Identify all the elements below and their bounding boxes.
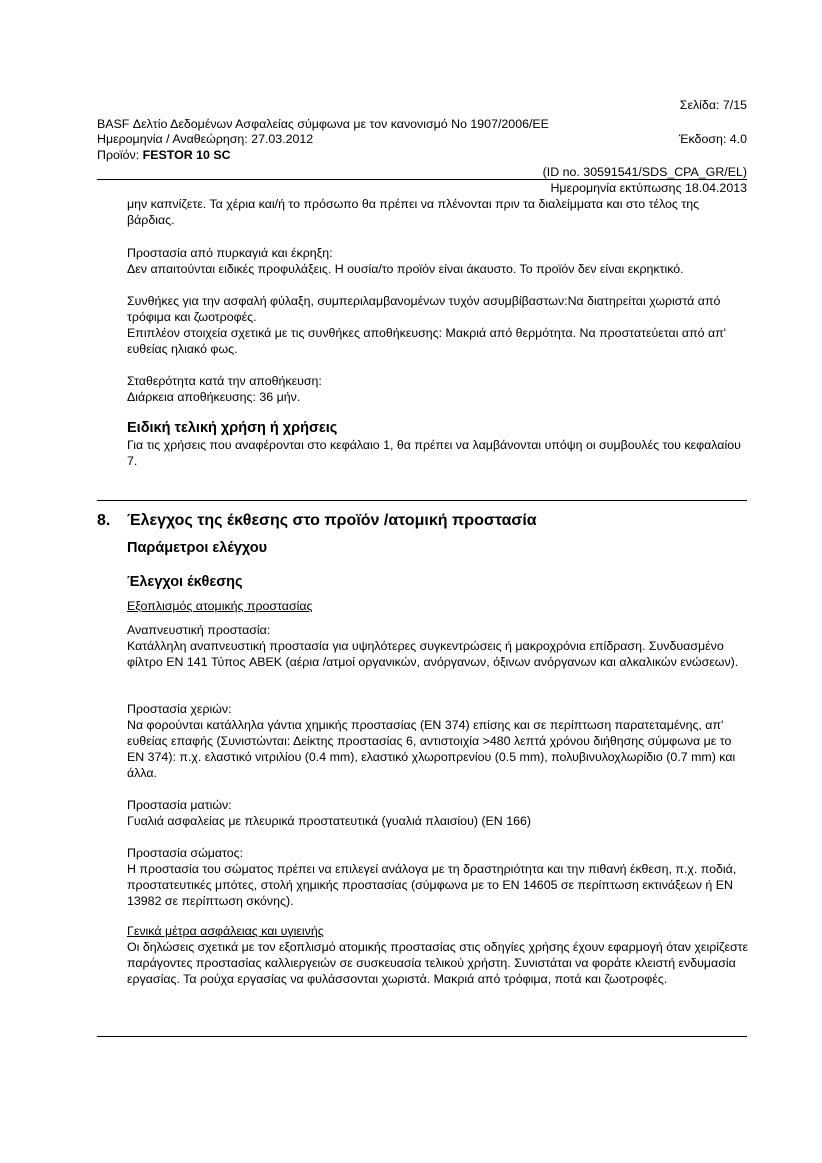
- print-date: Ημερομηνία εκτύπωσης 18.04.2013: [550, 181, 747, 195]
- stability-text: Διάρκεια αποθήκευσης: 36 μήν.: [127, 390, 301, 404]
- storage-conditions: [127, 293, 749, 357]
- fire-title: Προστασία από πυρκαγιά και έκρηξη:: [127, 246, 333, 260]
- end-use-title: Ειδική τελική χρήση ή χρήσεις: [127, 420, 338, 436]
- hand-protection: [127, 701, 749, 781]
- ppe-title: Εξοπλισμός ατομικής προστασίας: [127, 599, 313, 613]
- revision-date: Ημερομηνία / Αναθεώρηση: 27.03.2012: [97, 132, 314, 146]
- exposure-controls-title: Έλεγχοι έκθεσης: [127, 574, 243, 590]
- section-title: Έλεγχος της έκθεσης στο προϊόν /ατομική προστασία: [127, 512, 537, 529]
- end-use-text: Για τις χρήσεις που αναφέρονται στο κεφάλαιο 1, θα πρέπει να λαμβάνονται υπόψη οι συμβουλές του κεφαλαίου 7.: [127, 438, 741, 468]
- storage-more: Επιπλέον στοιχεία σχετικά με τις συνθήκες αποθήκευσης: Μακριά από θερμότητα. Να προστατεύεται από απ' ευθείας ηλιακό φως.: [127, 326, 727, 356]
- product-name: FESTOR 10 SC: [142, 148, 231, 162]
- body-title: Προστασία σώματος:: [127, 846, 244, 860]
- eye-protection: [127, 797, 749, 829]
- product-prefix: Προϊόν:: [97, 148, 143, 162]
- fire-protection: [127, 245, 749, 277]
- respiratory-protection: [127, 622, 749, 670]
- fire-text: Δεν απαιτούνται ειδικές προφυλάξεις. Η ουσία/το προϊόν είναι άκαυστο. Το προϊόν δεν είναι εκρηκτικό.: [127, 262, 684, 276]
- hygiene-measures: [127, 923, 749, 987]
- stability-title: Σταθερότητα κατά την αποθήκευση:: [127, 374, 322, 388]
- storage-text: Συνθήκες για την ασφαλή φύλαξη, συμπεριλαμβανομένων τυχόν ασυμβίβαστων:Να διατηρείται χωριστά από τρόφιμα και ζωοτροφές.: [127, 294, 721, 324]
- hand-text: Να φορούνται κατάλληλα γάντια χημικής προστασίας (EN 374) επίσης και σε περίπτωση παρατεταμένης, απ' ευθείας επαφής (Συνιστώνται: Δείκτης προστασίας 6, αντιστοιχία >480 λεπτά χρόνου διήθησης σύμφωνα με το EN 374): π.χ. ελαστικό νιτριλίου (0.4 mm), ελαστικό χλωροπρενίου (0.5 mm), πολυβινυλοχλωρίδιο (0.7 mm) και άλλα.: [127, 718, 736, 780]
- resp-text: Κατάλληλη αναπνευστική προστασία για υψηλότερες συγκεντρώσεις ή μακροχρόνια επίδραση. Συνδυασμένο φίλτρο EN 141 Τύπος ABEK (αέρια /ατμοί οργανικών, ανόργανων, όξινων ανόργανων και αλκαλικών ενώσεων).: [127, 639, 739, 669]
- footer-divider: [97, 1036, 747, 1037]
- hygiene-text: Οι δηλώσεις σχετικά με τον εξοπλισμό ατομικής προστασίας στις οδηγίες χρήσης έχουν εφαρμογή όταν χειρίζεστε παράγοντες προστασίας καλλιεργειών σε συσκευασία τελικού χρήστη. Συνιστάται να φοράτε κλειστή ενδυμασία εργασίας. Τα ρούχα εργασίας να φυλάσσονται χωριστά. Μακριά από τρόφιμα, ποτά και ζωοτροφές.: [127, 940, 749, 986]
- page-number: Σελίδα: 7/15: [679, 98, 747, 112]
- specific-end-use: [127, 419, 749, 469]
- section-divider: [97, 500, 747, 501]
- eye-text: Γυαλιά ασφαλείας με πλευρικά προστατευτικά (γυαλιά πλαισίου) (EN 166): [127, 814, 531, 828]
- body-protection: [127, 845, 749, 909]
- product-line: [97, 147, 231, 163]
- resp-title: Αναπνευστική προστασία:: [127, 623, 271, 637]
- version: Έκδοση: 4.0: [678, 132, 747, 146]
- handling-text: μην καπνίζετε. Τα χέρια και/ή το πρόσωπο θα πρέπει να πλένονται πριν τα διαλείμματα και στο τέλος της βάρδιας.: [127, 197, 700, 227]
- hand-title: Προστασία χεριών:: [127, 702, 232, 716]
- control-parameters-title: Παράμετροι ελέγχου: [127, 540, 268, 556]
- section-number: 8.: [97, 512, 111, 529]
- body-text: Η προστασία του σώματος πρέπει να επιλεγεί ανάλογα με τη δραστηριότητα και την πιθανή έκθεση, π.χ. ποδιά, προστατευτικές μπότες, στολή χημικής προστασίας (σύμφωνα με το EN 14605 σε περίπτωση εκτινάξεων ή EN 13982 σε περίπτωση σκόνης).: [127, 862, 737, 908]
- document-id: (ID no. 30591541/SDS_CPA_GR/EL): [542, 165, 747, 179]
- storage-stability: [127, 373, 749, 405]
- document-title: BASF Δελτίο Δεδομένων Ασφαλείας σύμφωνα με τον κανονισμό Νο 1907/2006/ΕΕ: [97, 117, 549, 131]
- hygiene-title: Γενικά μέτρα ασφάλειας και υγιεινής: [127, 924, 324, 938]
- eye-title: Προστασία ματιών:: [127, 798, 232, 812]
